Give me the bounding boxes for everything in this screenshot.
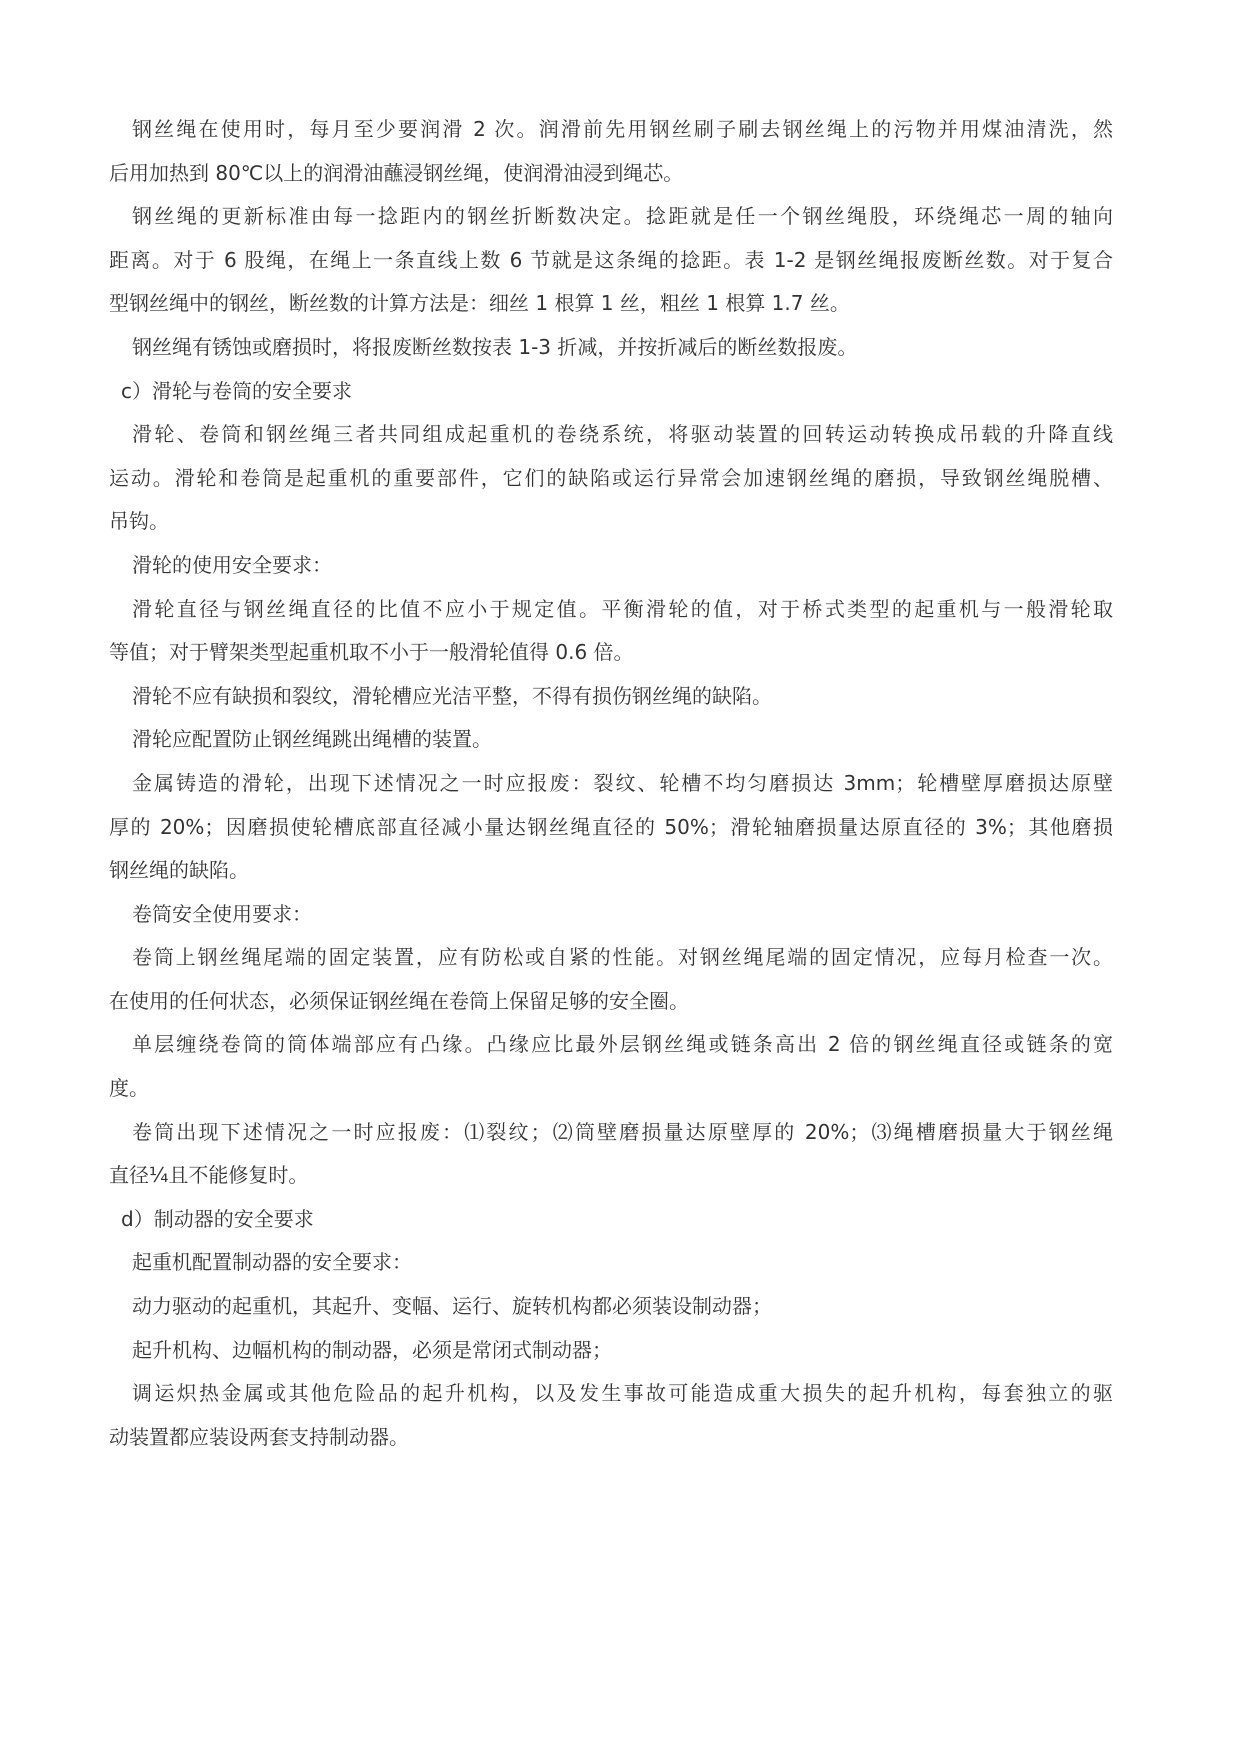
text-line: 在使用的任何状态，必须保证钢丝绳在卷筒上保留足够的安全圈。 — [109, 988, 689, 1013]
paragraph — [109, 1372, 1113, 1459]
text-line: 滑轮、卷筒和钢丝绳三者共同组成起重机的卷绕系统，将驱动装置的回转运动转换成吊载的升降直线 — [132, 422, 1113, 447]
text-line: 卷筒出现下述情况之一时应报废：⑴裂纹；⑵筒壁磨损量达原壁厚的 20%；⑶绳槽磨损量大于钢丝绳 — [132, 1119, 1113, 1144]
text-line: 运动。滑轮和卷筒是起重机的重要部件，它们的缺陷或运行异常会加速钢丝绳的磨损，导致钢丝绳脱槽、 — [109, 465, 1113, 490]
text-line: d）制动器的安全要求 — [121, 1206, 314, 1231]
text-line: 动装置都应装设两套支持制动器。 — [109, 1424, 409, 1449]
text-line: 卷筒安全使用要求： — [132, 901, 312, 926]
section-heading — [109, 370, 1113, 414]
text-line: 滑轮不应有缺损和裂纹，滑轮槽应光洁平整，不得有损伤钢丝绳的缺陷。 — [132, 683, 772, 708]
text-line: 厚的 20%；因磨损使轮槽底部直径减小量达钢丝绳直径的 50%；滑轮轴磨损量达原直径的 3%；其他磨损 — [109, 814, 1113, 839]
text-line: 钢丝绳的缺陷。 — [109, 858, 249, 883]
text-line: 滑轮直径与钢丝绳直径的比值不应小于规定值。平衡滑轮的值，对于桥式类型的起重机与一般滑轮取 — [132, 596, 1113, 621]
paragraph — [109, 1329, 1113, 1373]
text-line: 钢丝绳在使用时，每月至少要润滑 2 次。润滑前先用钢丝刷子刷去钢丝绳上的污物并用煤油清洗，然 — [132, 117, 1113, 141]
paragraph — [109, 108, 1113, 195]
text-line: 单层缠绕卷筒的筒体端部应有凸缘。凸缘应比最外层钢丝绳或链条高出 2 倍的钢丝绳直径或链条的宽 — [132, 1032, 1113, 1057]
paragraph — [109, 718, 1113, 762]
paragraph — [109, 1285, 1113, 1329]
paragraph — [109, 1241, 1113, 1285]
text-line: c）滑轮与卷筒的安全要求 — [121, 378, 352, 403]
paragraph — [109, 195, 1113, 326]
text-line: 滑轮应配置防止钢丝绳跳出绳槽的装置。 — [132, 727, 492, 752]
paragraph — [109, 893, 1113, 937]
text-line: 型钢丝绳中的钢丝，断丝数的计算方法是：细丝 1 根算 1 丝，粗丝 1 根算 1.7 丝。 — [109, 291, 850, 316]
text-line: 等值；对于臂架类型起重机取不小于一般滑轮值得 0.6 倍。 — [109, 640, 634, 665]
text-line: 调运炽热金属或其他危险品的起升机构，以及发生事故可能造成重大损失的起升机构，每套独立的驱 — [132, 1381, 1113, 1406]
text-line: 直径¼且不能修复时。 — [109, 1163, 309, 1188]
text-line: 后用加热到 80℃以上的润滑油蘸浸钢丝绳，使润滑油浸到绳芯。 — [109, 160, 684, 185]
text-line: 吊钩。 — [109, 509, 169, 534]
section-heading — [109, 1198, 1113, 1242]
document-body — [109, 108, 1113, 1459]
text-line: 卷筒上钢丝绳尾端的固定装置，应有防松或自紧的性能。对钢丝绳尾端的固定情况，应每月检查一次。 — [132, 945, 1113, 970]
text-line: 钢丝绳的更新标准由每一捻距内的钢丝折断数决定。捻距就是任一个钢丝绳股，环绕绳芯一周的轴向 — [132, 204, 1113, 229]
text-line: 金属铸造的滑轮，出现下述情况之一时应报废：裂纹、轮槽不均匀磨损达 3mm；轮槽壁厚磨损达原壁 — [132, 770, 1113, 795]
text-line: 起升机构、边幅机构的制动器，必须是常闭式制动器； — [132, 1337, 612, 1362]
text-line: 距离。对于 6 股绳，在绳上一条直线上数 6 节就是这条绳的捻距。表 1-2 是钢丝绳报废断丝数。对于复合 — [109, 247, 1113, 272]
paragraph — [109, 413, 1113, 544]
paragraph — [109, 1111, 1113, 1198]
paragraph — [109, 588, 1113, 675]
text-line: 动力驱动的起重机，其起升、变幅、运行、旋转机构都必须装设制动器； — [132, 1294, 772, 1319]
text-line: 钢丝绳有锈蚀或磨损时，将报废断丝数按表 1-3 折减，并按折减后的断丝数报废。 — [132, 334, 858, 359]
paragraph — [109, 326, 1113, 370]
paragraph — [109, 675, 1113, 719]
paragraph — [109, 544, 1113, 588]
paragraph — [109, 762, 1113, 893]
text-line: 起重机配置制动器的安全要求： — [132, 1250, 412, 1275]
paragraph — [109, 936, 1113, 1023]
paragraph — [109, 1023, 1113, 1110]
text-line: 度。 — [109, 1076, 149, 1101]
text-line: 滑轮的使用安全要求： — [132, 552, 332, 577]
